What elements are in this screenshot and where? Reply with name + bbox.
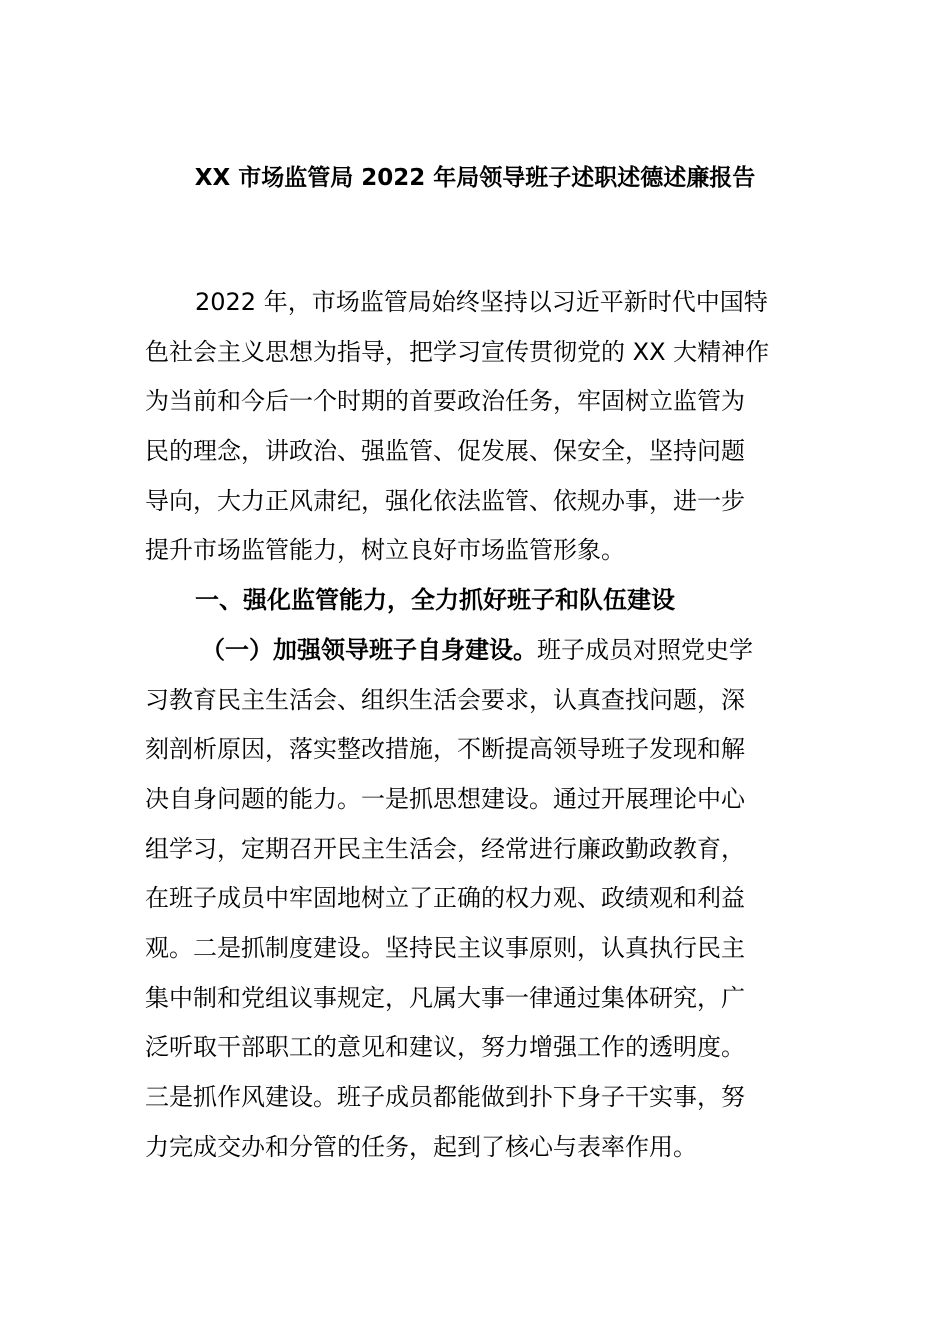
paragraph-line: 观。二是抓制度建设。坚持民主议事原则，认真执行民主	[145, 933, 745, 962]
paragraph-line: 力完成交办和分管的任务，起到了核心与表率作用。	[145, 1132, 697, 1161]
paragraph-text: 班子成员对照党史学	[537, 635, 753, 664]
section-heading: 一、强化监管能力，全力抓好班子和队伍建设	[195, 586, 675, 615]
subsection-first-line	[145, 626, 811, 676]
paragraph-line: 导向，大力正风肃纪，强化依法监管、依规办事，进一步	[145, 486, 745, 515]
paragraph-line: 泛听取干部职工的意见和建议，努力增强工作的透明度。	[145, 1033, 745, 1062]
document-body	[145, 278, 811, 1172]
paragraph-line: 习教育民主生活会、组织生活会要求，认真查找问题，深	[145, 685, 745, 714]
paragraph-line: 三是抓作风建设。班子成员都能做到扑下身子干实事，努	[145, 1083, 745, 1111]
paragraph-line: 集中制和党组议事规定，凡属大事一律通过集体研究，广	[145, 983, 745, 1012]
paragraph-line: 组学习，定期召开民主生活会，经常进行廉政勤政教育，	[145, 834, 745, 863]
paragraph-line: 决自身问题的能力。一是抓思想建设。通过开展理论中心	[145, 784, 745, 813]
subsection-heading: （一）加强领导班子自身建设。	[201, 635, 537, 664]
paragraph-line: 在班子成员中牢固地树立了正确的权力观、政绩观和利益	[145, 884, 745, 913]
paragraph-line: 刻剖析原因，落实整改措施，不断提高领导班子发现和解	[145, 735, 745, 764]
paragraph-line: 色社会主义思想为指导，把学习宣传贯彻党的 XX 大精神作	[145, 337, 770, 366]
paragraph-line: 提升市场监管能力，树立良好市场监管形象。	[145, 536, 625, 565]
document-title: XX 市场监管局 2022 年局领导班子述职述德述廉报告	[194, 165, 756, 191]
paragraph-line: 2022 年，市场监管局始终坚持以习近平新时代中国特	[195, 288, 768, 316]
paragraph-line: 民的理念，讲政治、强监管、促发展、保安全，坚持问题	[145, 437, 745, 466]
paragraph-line: 为当前和今后一个时期的首要政治任务，牢固树立监管为	[145, 387, 745, 416]
